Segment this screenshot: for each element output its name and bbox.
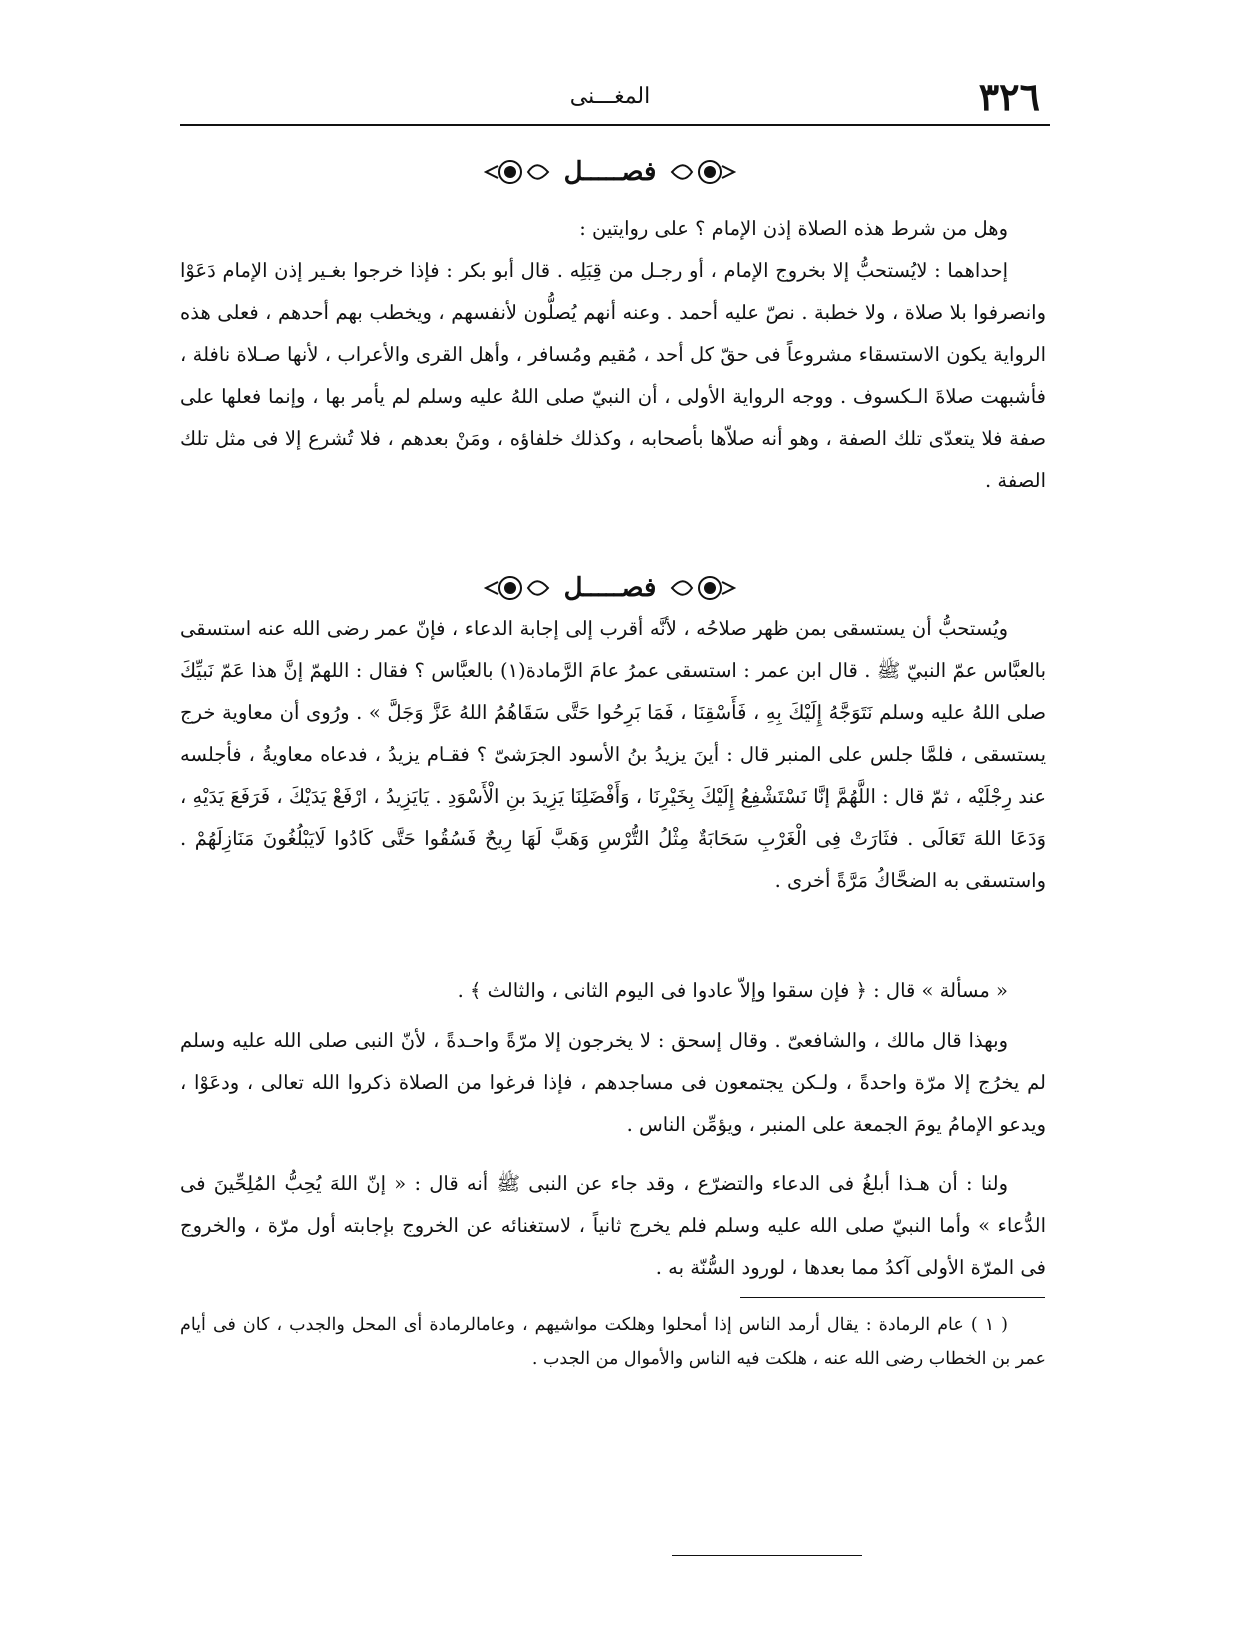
paragraph-intro — [180, 208, 1046, 250]
ornament-icon — [484, 573, 550, 603]
paragraph-text: ولنا : أن هـذا أبلغُ فى الدعاء والتضرّع ، وقد جاء عن النبى ﷺ أنه قال : « إنّ اللهَ يُحِبُّ المُلِحِّينَ فى الدُّعاء » وأما النبيّ صلى الله عليه وسلم فلم يخرج ثانياً ، لاستغنائه عن الخروج بإجابته أول مرّة ، والخروج فى المرّة الأولى آكدُ مما بعدها ، لورود السُّنّة به . — [180, 1172, 1046, 1279]
page-header — [180, 74, 1040, 124]
ornament-icon — [670, 157, 736, 187]
paragraph-text: وهل من شرط هذه الصلاة إذن الإمام ؟ على روايتين : — [579, 217, 1008, 240]
paragraph-first-narration — [180, 250, 1046, 502]
paragraph-text: « مسألة » قال : ﴿ فإن سقوا وإلاّ عادوا فى اليوم الثانى ، والثالث ﴾ . — [457, 979, 1008, 1002]
paragraph-masala — [180, 970, 1046, 1012]
section-heading — [180, 568, 1040, 608]
section-heading-label: فصـــــل — [563, 573, 657, 603]
section-heading — [180, 152, 1040, 192]
footnote-text: ( ١ ) عام الرمادة : يقال أرمد الناس إذا أمحلوا وهلكت مواشيهم ، وعامالرمادة أى المحل والجدب ، كان فى أيام عمر بن الخطاب رضى الله عنه ، هلكت فيه الناس والأموال من الجدب . — [180, 1315, 1046, 1369]
footnote-rule — [740, 1297, 1045, 1298]
bottom-rule — [672, 1555, 862, 1556]
paragraph-text: وبهذا قال مالك ، والشافعىّ . وقال إسحق : لا يخرجون إلا مرّةً واحـدةً ، لأنّ النبى صلى الله عليه وسلم لم يخرُج إلا مرّة واحدةً ، ولـكن يجتمعون فى مساجدهم ، فإذا فرغوا من الصلاة ذكروا الله تعالى ، ودعَوْا ، ويدعو الإمامُ يومَ الجمعة على المنبر ، ويؤمِّن الناس . — [180, 1029, 1046, 1136]
header-rule — [180, 124, 1050, 126]
paragraph-intercession — [180, 608, 1046, 902]
paragraph-text: ويُستحبُّ أن يستسقى بمن ظهر صلاحُه ، لأنَّه أقرب إلى إجابة الدعاء ، فإنّ عمر رضى الله عنه استسقى بالعبَّاس عمّ النبيّ ﷺ . قال ابن عمر : استسقى عمرُ عامَ الرَّمادة(١) بالعبَّاس ؟ فقال : اللهمّ إنَّ هذا عَمّ نَبيِّكَ صلى اللهُ عليه وسلم نَتَوَجَّهُ إِلَيْكَ بِهِ ، فَأَسْقِنَا ، فَمَا بَرِحُوا حَتَّى سَقَاهُمُ اللهُ عَزَّ وَجَلَّ » . ورُوى أن معاوية خرج يستسقى ، فلمَّا جلس على المنبر قال : أينَ يزيدُ بنُ الأسود الجرَشىّ ؟ فقـام يزيدُ ، فدعاه معاويةُ ، فأجلسه عند رِجْلَيْه ، ثمّ قال : اللَّهُمَّ إنَّا نَسْتَشْفِعُ إِلَيْكَ بِخَيْرِنَا ، وَأَفْضَلِنَا يَزِيدَ بنِ الْأَسْوَدِ . يَايَزِيدُ ، ارْفَعْ يَدَيْكَ ، فَرَفَعَ يَدَيْهِ ، وَدَعَا اللهَ تَعَالَى . فثَارَتْ فِى الْغَرْبِ سَحَابَةٌ مِثْلُ التُّرْسِ وَهَبَّ لَهَا رِيحٌ فَسُقُوا حَتَّى كَادُوا لَايَبْلُغُونَ مَنَازِلَهُمْ . واستسقى به الضحَّاكُ مَرَّةً أخرى . — [180, 617, 1047, 892]
paragraph-opinions — [180, 1020, 1046, 1146]
paragraph-text: إحداهما : لايُستحبُّ إلا بخروج الإمام ، أو رجـل من قِبَلِه . قال أبو بكر : فإذا خرجوا بغـير إذن الإمام دَعَوْا وانصرفوا بلا صلاة ، ولا خطبة . نصّ عليه أحمد . وعنه أنهم يُصلُّون لأنفسهم ، ويخطب بهم أحدهم ، فعلى هذه الرواية يكون الاستسقاء مشروعاً فى حقّ كل أحد ، مُقيم ومُسافر ، وأهل القرى والأعراب ، لأنها صـلاة نافلة ، فأشبهت صلاةَ الـكسوف . ووجه الرواية الأولى ، أن النبيّ صلى اللهُ عليه وسلم لم يأمر بها ، وإنما فعلها على صفة فلا يتعدّى تلك الصفة ، وهو أنه صلاّها بأصحابه ، وكذلك خلفاؤه ، ومَنْ بعدهم ، فلا تُشرع إلا فى مثل تلك الصفة . — [180, 259, 1046, 492]
footnote — [180, 1308, 1046, 1376]
running-title: المغـــنى — [569, 84, 651, 109]
paragraph-argument — [180, 1163, 1046, 1289]
ornament-icon — [484, 157, 550, 187]
page-number: ٣٢٦ — [978, 74, 1040, 119]
section-heading-label: فصـــــل — [563, 157, 657, 187]
ornament-icon — [670, 573, 736, 603]
